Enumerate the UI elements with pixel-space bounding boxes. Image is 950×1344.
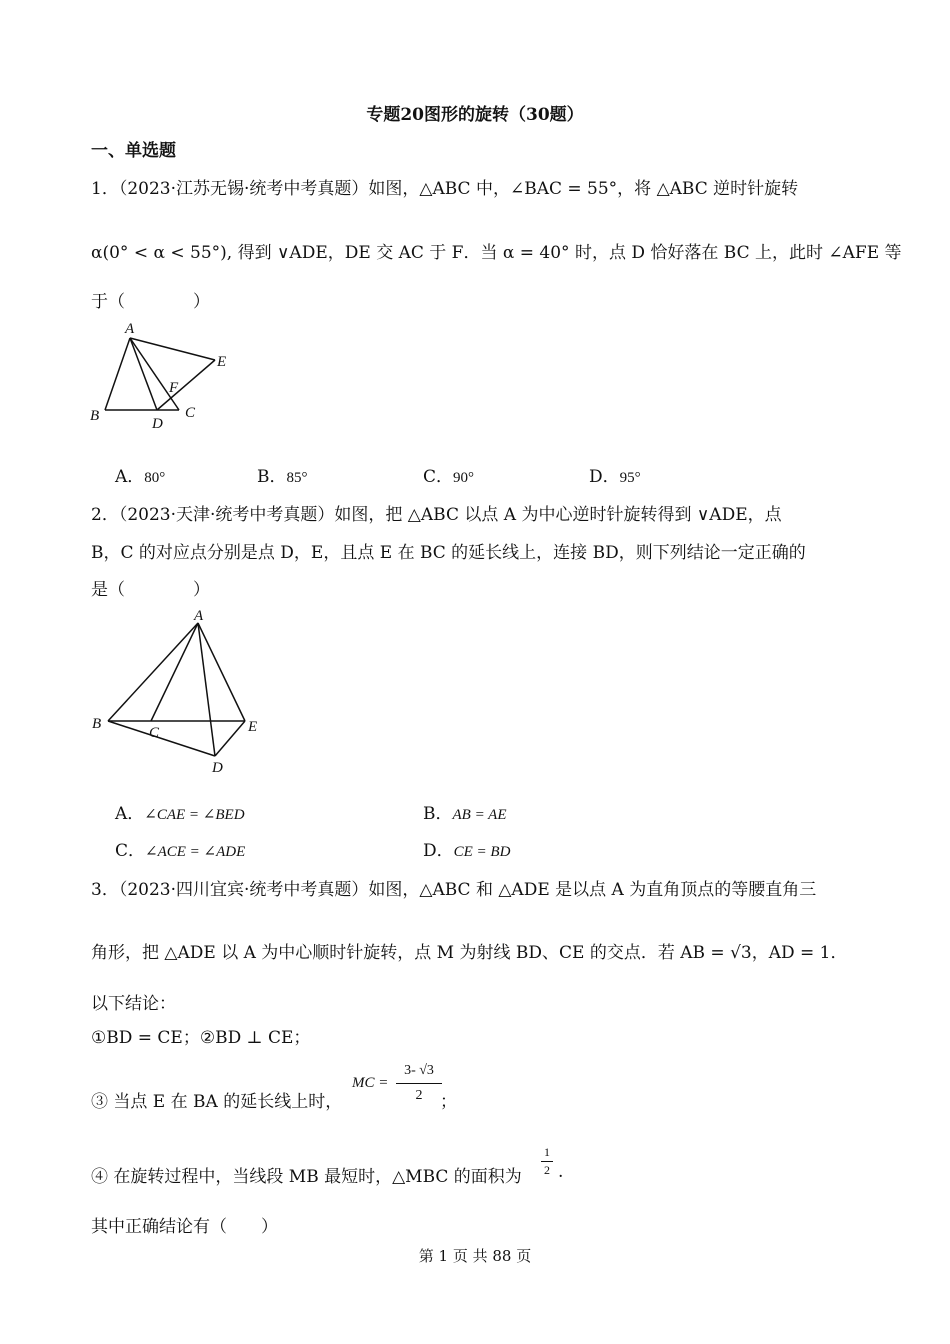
q2-option-b-value: AB = AE [452, 807, 507, 823]
q2-option-b[interactable] [423, 799, 507, 824]
q2-option-a-value: ∠CAE = ∠BED [144, 807, 245, 823]
q3-line3: 以下结论： [91, 994, 176, 1014]
q2-label-b: B [92, 716, 102, 732]
q2-edge-ae [198, 623, 245, 721]
q2-edge-de [215, 721, 245, 756]
q3-line5-suffix: ； [440, 1092, 457, 1112]
q1-line2: α(0° < α < 55°), 得到 ∨ADE，DE 交 AC 于 F．当 α = 40° 时，点 D 恰好落在 BC 上，此时 ∠AFE 等 [91, 243, 902, 263]
q1-line3: 于（ ） [91, 292, 210, 312]
q1-option-c[interactable] [423, 462, 474, 487]
q2-option-d[interactable] [423, 836, 510, 861]
q3-line5-numerator: 3- √3 [404, 1063, 434, 1078]
q3-line2: 角形，把 △ADE 以 A 为中心顺时针旋转，点 M 为射线 BD、CE 的交点．若 AB = √3，AD = 1． [91, 943, 848, 963]
q1-edge-ad [130, 338, 157, 410]
q1-label-d: D [152, 416, 163, 432]
q2-option-c-value: ∠ACE = ∠ADE [145, 844, 246, 860]
q3-line5-denominator: 2 [415, 1088, 423, 1103]
q1-option-b-letter: B． [257, 467, 287, 487]
q3-line6-suffix: . [558, 1162, 564, 1182]
q3-line4: ①BD = CE；②BD ⊥ CE； [91, 1028, 311, 1048]
q1-figure [85, 318, 245, 433]
q3-line7: 其中正确结论有（ ） [91, 1217, 278, 1237]
q2-option-a[interactable] [115, 799, 245, 824]
q3-line6-prefix: ④ 在旋转过程中，当线段 MB 最短时，△MBC 的面积为 [91, 1167, 522, 1187]
q3-line6-numerator: 1 [544, 1145, 550, 1159]
q2-option-a-letter: A． [115, 804, 145, 824]
q1-option-a-letter: A． [115, 467, 145, 487]
q2-option-b-letter: B． [423, 804, 453, 824]
q3-line1: 3．（2023·四川宜宾·统考中考真题）如图，△ABC 和 △ADE 是以点 A 为直角顶点的等腰直角三 [91, 880, 817, 900]
q2-edge-ac [151, 623, 198, 721]
q2-line2: B，C 的对应点分别是点 D，E，且点 E 在 BC 的延长线上，连接 BD，则下列结论一定正确的 [91, 543, 806, 563]
q3-line5-fraction-bar [396, 1083, 442, 1084]
q2-label-e: E [248, 719, 258, 735]
q2-label-a: A [194, 608, 204, 624]
q1-line1: 1．（2023·江苏无锡·统考中考真题）如图，△ABC 中，∠BAC = 55°，将 △ABC 逆时针旋转 [91, 179, 799, 199]
page-footer: 第 1 页 共 88 页 [418, 1247, 532, 1265]
q1-edge-ab [105, 338, 130, 410]
q2-line3: 是（ ） [91, 580, 210, 600]
q2-edge-bd [108, 721, 215, 756]
section-heading: 一、单选题 [91, 141, 176, 161]
q1-option-b-value: 85° [286, 470, 308, 486]
q1-option-d-letter: D． [589, 467, 620, 487]
q1-option-c-value: 90° [453, 470, 475, 486]
q2-option-d-letter: D． [423, 841, 454, 861]
q1-label-a: A [125, 321, 135, 337]
q2-option-c-letter: C． [115, 841, 146, 861]
q1-label-b: B [90, 408, 100, 424]
q2-label-c: C [149, 725, 160, 741]
q1-option-a-value: 80° [144, 470, 166, 486]
q1-label-c: C [185, 405, 196, 421]
page-title: 专题20图形的旋转（30题） [366, 105, 584, 125]
q1-label-e: E [217, 354, 227, 370]
q2-line1: 2．（2023·天津·统考中考真题）如图，把 △ABC 以点 A 为中心逆时针旋转得到 ∨ADE，点 [91, 505, 782, 525]
q1-edge-de [157, 360, 215, 410]
q2-label-d: D [212, 760, 223, 776]
q2-figure [85, 603, 270, 778]
q2-edge-ad [198, 623, 215, 756]
q2-edge-ab [108, 623, 198, 721]
q2-option-c[interactable] [115, 836, 245, 861]
q3-line5-prefix: ③ 当点 E 在 BA 的延长线上时， [91, 1092, 343, 1112]
q1-option-d-value: 95° [619, 470, 641, 486]
q3-line6-fraction-bar [541, 1161, 553, 1162]
q1-option-d[interactable] [589, 462, 641, 487]
q1-option-c-letter: C． [423, 467, 454, 487]
q3-line5-lhs: MC = [352, 1075, 389, 1091]
q1-label-f: F [169, 380, 179, 396]
q1-option-b[interactable] [257, 462, 308, 487]
q1-option-a[interactable] [115, 462, 165, 487]
q2-option-d-value: CE = BD [453, 844, 511, 860]
q3-line6-denominator: 2 [544, 1163, 550, 1177]
